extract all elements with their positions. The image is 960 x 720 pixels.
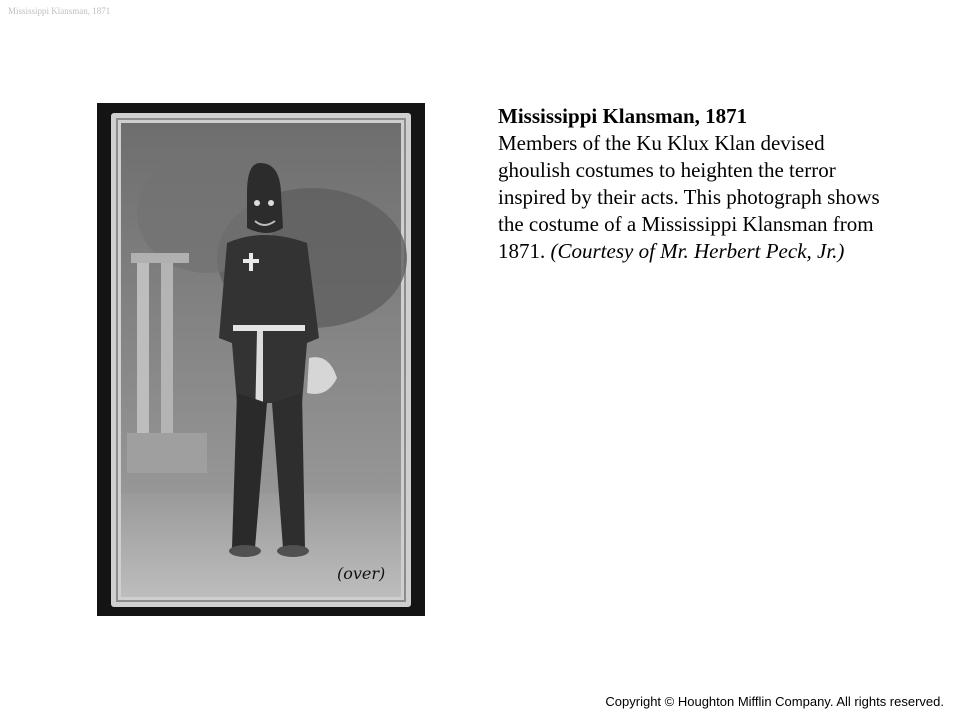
caption-body	[498, 130, 898, 265]
caption-text: Members of the Ku Klux Klan devised ghoulish costumes to heighten the terror inspired by their acts. This photograph shows the costume of a Mississippi Klansman from 1871.	[498, 131, 880, 263]
caption-block	[498, 103, 898, 265]
header-caption: Mississippi Klansman, 1871	[8, 6, 111, 16]
caption-title: Mississippi Klansman, 1871	[498, 104, 748, 128]
historical-photograph	[97, 103, 425, 616]
copyright-notice: Copyright © Houghton Mifflin Company. All rights reserved.	[605, 694, 944, 709]
caption-credit: (Courtesy of Mr. Herbert Peck, Jr.)	[550, 239, 845, 263]
photograph-image	[97, 103, 425, 616]
handwritten-note: (over)	[337, 564, 386, 583]
